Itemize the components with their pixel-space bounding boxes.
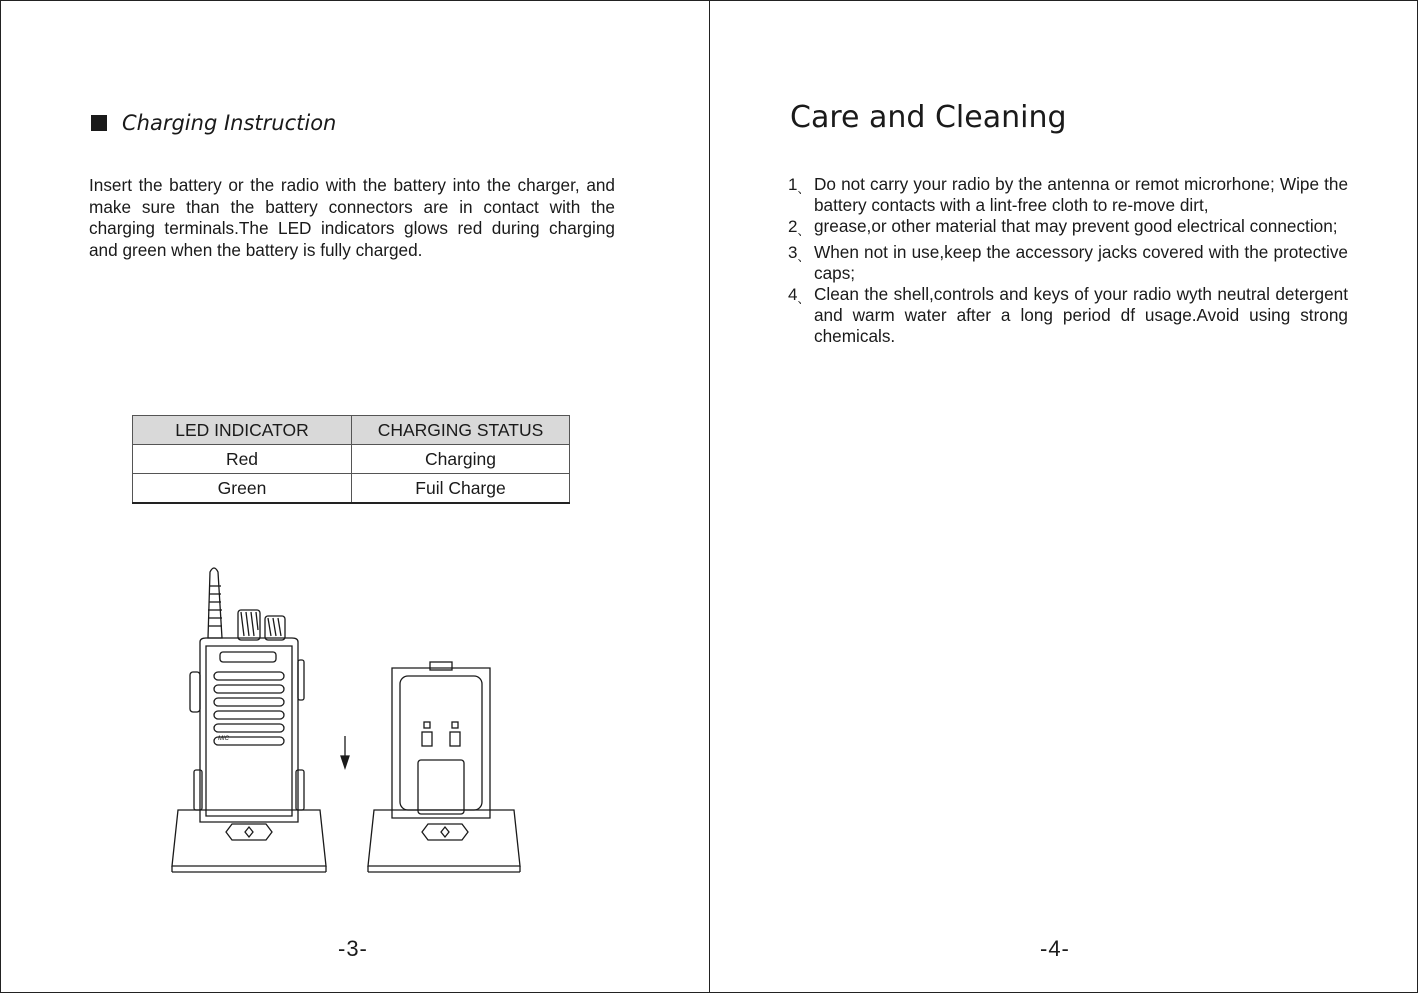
battery-icon [392,662,490,818]
table-row [133,474,570,504]
page-title: Care and Cleaning [790,100,1067,135]
charger-illustration [160,560,530,880]
item-number: 3、 [788,243,810,264]
item-number: 1、 [788,175,810,196]
antenna-icon [208,568,222,638]
table-cell: Green [133,474,352,504]
list-item [788,284,1348,347]
page-number: -3- [338,936,368,961]
table-cell: Red [133,445,352,474]
item-text: Clean the shell,controls and keys of your radio wyth neutral detergent and warm water after a long period df usage.Avoid using strong chemicals. [814,284,1348,346]
item-text: grease,or other material that may prevent good electrical connection; [814,216,1338,236]
radio-body-icon [190,638,304,822]
section-title: Charging Instruction [122,111,337,135]
table-row [133,445,570,474]
insert-arrow-icon [341,736,349,768]
table-cell: Fuil Charge [352,474,570,504]
item-text: Do not carry your radio by the antenna or remot microrhone; Wipe the battery contacts with a lint-free cloth to re-move dirt, [814,174,1348,215]
table-cell: Charging [352,445,570,474]
table-header-cell: LED INDICATOR [133,416,352,445]
charger-base-icon [368,810,520,872]
table-header-cell: CHARGING STATUS [352,416,570,445]
list-item [788,242,1348,284]
intro-paragraph: Insert the battery or the radio with the battery into the charger, and make sure than the battery connectors are in contact with the charging terminals.The LED indicators glows red during charging and green when the battery is fully charged. [89,175,615,260]
knob-icon [238,610,285,640]
section-heading [91,111,336,135]
right-page [710,0,1418,993]
charger-base-icon [172,810,326,872]
list-item [788,174,1348,216]
item-text: When not in use,keep the accessory jacks covered with the protective caps; [814,242,1348,283]
care-list [788,174,1348,347]
page-number: -4- [1040,936,1070,961]
mic-label: MIC [218,736,229,742]
list-item [788,216,1348,242]
item-number: 4、 [788,285,810,306]
item-number: 2、 [788,217,810,238]
square-bullet-icon [91,115,107,131]
led-status-table [132,415,570,504]
table-header-row [133,416,570,445]
